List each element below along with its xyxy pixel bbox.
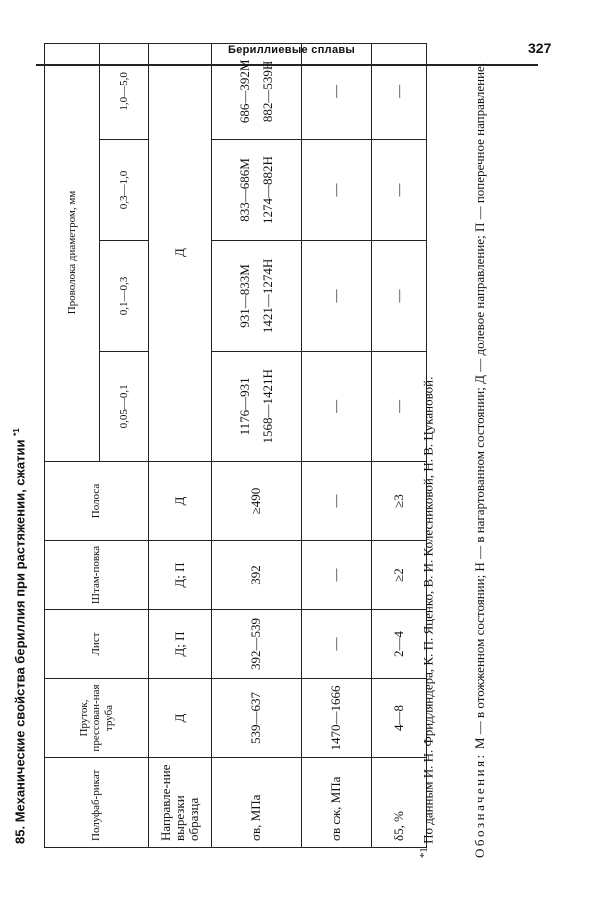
table-cell-wire [212,139,302,241]
table-cell: — [302,351,372,461]
table-caption-text: Механические свойства бериллия при растяжении, сжатии [12,439,28,823]
table-cell: — [302,241,372,351]
footnote [418,377,436,858]
table-cell: Д [149,679,212,758]
cell-line: 882—539Н [259,60,275,123]
table-cell: — [372,241,427,351]
table-row-sigma-b [212,44,302,848]
cell-line: 686—392М [237,59,253,124]
col-header-sheet: Лист [45,610,149,679]
table-cell: — [302,44,372,140]
table-cell: Д; П [149,541,212,610]
row-label-direction: Направле-ние вырезки образца [149,758,212,848]
table-cell: — [372,139,427,241]
row-label-sigma-compression: σв сж, МПа [302,758,372,848]
table-row-sigma-compression [302,44,372,848]
col-header-wire-d3: 0,3—1,0 [100,139,149,241]
table-cell: 1470—1666 [302,679,372,758]
rotated-content [0,38,540,878]
cell-line: 931—833М [237,264,253,328]
caption-note-mark: *1 [12,428,21,436]
table-cell: — [372,44,427,140]
table-cell-wire [212,241,302,351]
table-cell: — [372,351,427,461]
col-header-rod: Пруток, прессован-ная труба [45,679,149,758]
table-cell: Д; П [149,610,212,679]
notation-label: Обозначения: [472,752,487,858]
table-row-direction [149,44,212,848]
col-header-wire: Проволока диаметром, мм [45,44,100,462]
table-cell: 4—8 [372,679,427,758]
table-cell: 2—4 [372,610,427,679]
table-cell: 539—637 [212,679,302,758]
table-cell-wire-direction: Д [149,44,212,462]
col-header-wire-d2: 0,1—0,3 [100,241,149,351]
table-number: 85. [12,825,28,844]
footnote-text: По данным И. Н. Фридляндера, К. П. Яценко, В. И. Колесниковой, Н. В. Цукановой. [420,376,436,844]
col-header-wire-d4: 1,0—5,0 [100,44,149,140]
table-cell: — [302,541,372,610]
col-header-wire-d1: 0,05—0,1 [100,351,149,461]
properties-table [44,43,427,848]
footnote-mark: *1 [418,847,430,858]
cell-line: 1568—1421Н [259,369,275,444]
cell-line: 833—686М [237,158,253,222]
table-header-row [45,44,100,848]
col-header-strip: Полоса [45,462,149,541]
row-label-sigma-b: σв, МПа [212,758,302,848]
notation-text: М — в отожженном состоянии; Н — в нагартованном состоянии; Д — долевое направление; П — поперечное направление. [472,62,487,750]
table-cell: ≥3 [372,462,427,541]
notation-legend [470,58,490,858]
cell-line: 1421—1274Н [259,258,275,334]
col-header-stamping: Штам-повка [45,541,149,610]
col-header-semi-product: Полуфаб-рикат [45,758,149,848]
table-cell-wire [212,44,302,140]
page-number: 327 [528,40,552,56]
cell-line: 1274—882Н [259,156,275,224]
table-cell: Д [149,462,212,541]
running-title: Бериллиевые сплавы [228,44,356,56]
table-cell: — [302,462,372,541]
table-caption [12,428,27,844]
table-cell: 392 [212,541,302,610]
table-cell: — [302,610,372,679]
table-cell: ≥2 [372,541,427,610]
row-label-elongation: δ5, % [372,758,427,848]
table-cell: 392—539 [212,610,302,679]
table-cell: ≥490 [212,462,302,541]
table-cell: — [302,139,372,241]
cell-line: 1176—931 [237,377,253,436]
table-cell-wire [212,351,302,461]
